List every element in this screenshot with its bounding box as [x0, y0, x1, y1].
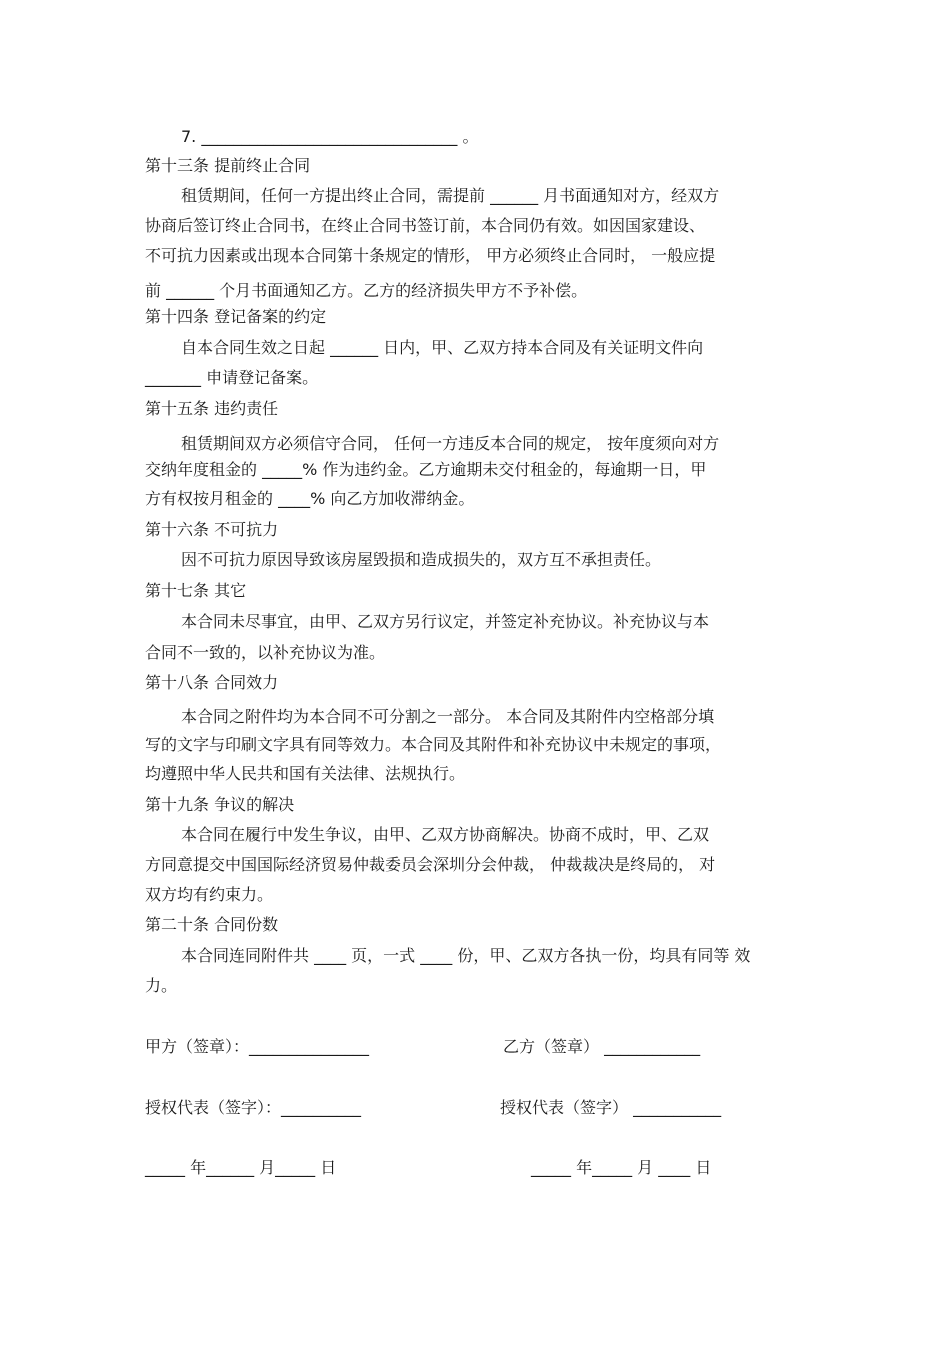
text-line: 租赁期间双方必须信守合同， 任何一方违反本合同的规定， 按年度须向对方: [181, 434, 720, 453]
text-line: 写的文字与印刷文字具有同等效力。本合同及其附件和补充协议中未规定的事项，: [145, 735, 722, 754]
party-a-date-line: _____ 年______ 月_____ 日: [145, 1158, 337, 1177]
party-b-date-line: _____ 年_____ 月 ____ 日: [531, 1158, 712, 1177]
text-line: 本合同在履行中发生争议，由甲、乙双方协商解决。协商不成时，甲、乙双: [181, 825, 710, 844]
text-line: 本合同之附件均为本合同不可分割之一部分。 本合同及其附件内空格部分填: [181, 707, 715, 726]
article-14-title: 第十四条 登记备案的约定: [145, 307, 327, 326]
text-line: 不可抗力因素或出现本合同第十条规定的情形， 甲方必须终止合同时， 一般应提: [145, 246, 716, 265]
text-line: 双方均有约束力。: [145, 885, 274, 904]
text-line: _______ 申请登记备案。: [145, 368, 319, 387]
text-line: 自本合同生效之日起 ______ 日内，甲、乙双方持本合同及有关证明文件向: [181, 338, 704, 357]
text-line: 方同意提交中国国际经济贸易仲裁委员会深圳分会仲裁， 仲裁裁决是终局的， 对: [145, 855, 716, 874]
party-b-rep-line: 授权代表（签字） ___________: [500, 1098, 722, 1117]
text-line: 均遵照中华人民共和国有关法律、法规执行。: [145, 764, 466, 783]
article-13-title: 第十三条 提前终止合同: [145, 156, 311, 175]
text-line: 交纳年度租金的 _____% 作为违约金。乙方逾期未交付租金的，每逾期一日，甲: [145, 460, 707, 479]
party-a-rep-line: 授权代表（签字）：__________: [145, 1098, 362, 1117]
article-20-title: 第二十条 合同份数: [145, 915, 279, 934]
article-19-title: 第十九条 争议的解决: [145, 795, 295, 814]
party-b-seal-line: 乙方（签章） ____________: [503, 1037, 701, 1056]
text-line: 前 ______ 个月书面通知乙方。乙方的经济损失甲方不予补偿。: [145, 281, 588, 300]
text-line: 方有权按月租金的 ____% 向乙方加收滞纳金。: [145, 489, 475, 508]
text-line: 因不可抗力原因导致该房屋毁损和造成损失的，双方互不承担责任。: [181, 550, 662, 569]
text-line: 本合同连同附件共 ____ 页，一式 ____ 份，甲、乙双方各执一份，均具有同等 效: [181, 946, 751, 965]
text-line: 协商后签订终止合同书，在终止合同书签订前，本合同仍有效。如因国家建设、: [145, 216, 706, 235]
text-line: 合同不一致的，以补充协议为准。: [145, 643, 386, 662]
party-a-seal-line: 甲方（签章）：_______________: [145, 1037, 370, 1056]
text-line: 力。: [145, 976, 178, 995]
text-line: 租赁期间，任何一方提出终止合同，需提前 ______ 月书面通知对方，经双方: [181, 186, 720, 205]
article-16-title: 第十六条 不可抗力: [145, 520, 279, 539]
article-17-title: 第十七条 其它: [145, 581, 247, 600]
clause-item-7: 7. ________________________________ 。: [181, 127, 479, 146]
text-line: 本合同未尽事宜，由甲、乙双方另行议定，并签定补充协议。补充协议与本: [181, 612, 710, 631]
article-15-title: 第十五条 违约责任: [145, 399, 279, 418]
article-18-title: 第十八条 合同效力: [145, 673, 279, 692]
